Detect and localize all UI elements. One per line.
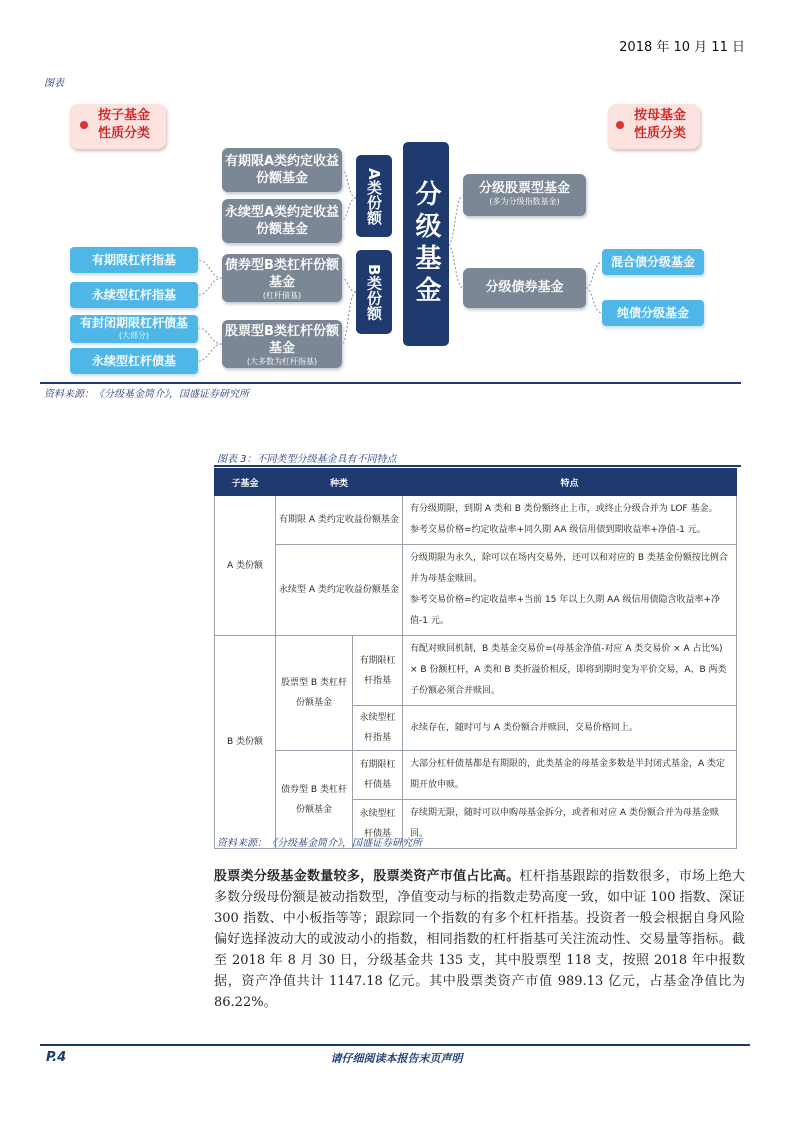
fund-features-table <box>214 468 737 849</box>
footer-rule <box>40 1044 750 1046</box>
a-item-1 <box>222 148 342 192</box>
table-top-rule <box>214 465 741 467</box>
feature-cell: 有配对赎回机制，B 类基金交易价=(母基金净值-对应 A 类交易价 × A 占比%) × B 份额杠杆，A 类和 B 类折溢价相反，即将到期时变为平价交易，A、B 两类子份额必须合并赎回。 <box>403 636 737 706</box>
right-category-label: 按母基金性质分类 <box>633 108 686 141</box>
paragraph-text: 杠杆指基跟踪的指数很多，市场上绝大多数分级母份额是被动指数型，净值变动与标的指数走势高度一致，如中证 100 指数、深证 300 指数、中小板指等等；跟踪同一个指数的有多个杠杆指基。投资者一般会根据自身风险偏好选择波动大的或波动小的指数，相同指数的杠杆指基可关注流动性、交易量等指标。截至 2018 年 8 月 30 日，分级基金共 135 支，其中股票型 118 支，按照 2018 年中报数据，资产净值共计 1147.18 亿元。其中股票类资产市值 989.13 亿元，占基金净值比为 86.22%。 <box>214 869 745 1010</box>
a-item-2-label: 永续型A类约定收益份额基金 <box>224 205 340 237</box>
table-caption: 图表 3：不同类型分级基金具有不同特点 <box>217 454 397 465</box>
right-leaf-2 <box>602 300 704 326</box>
kind-cell: 有期限杠杆债基 <box>353 751 403 800</box>
table-source: 资料来源：《分级基金简介》，国盛证券研究所 <box>217 838 422 849</box>
figure-source: 资料来源：《分级基金简介》，国盛证券研究所 <box>44 389 249 400</box>
b-item-2-label: 股票型B类杠杆份额基金 <box>225 324 339 356</box>
left-leaf-1 <box>70 247 198 273</box>
table-row <box>215 545 737 636</box>
bullet-dot-icon <box>80 121 88 129</box>
group-b-cell: B 类份额 <box>215 636 276 849</box>
feature-cell <box>403 496 737 545</box>
left-leaf-2 <box>70 282 198 308</box>
b-item-1 <box>222 254 342 302</box>
kind-cell: 永续型杠杆债基 <box>353 800 403 849</box>
right-item-2 <box>463 268 586 308</box>
right-leaf-2-label: 纯债分级基金 <box>616 306 689 320</box>
table-header-kind: 种类 <box>276 469 403 496</box>
page-number: P.4 <box>46 1050 67 1065</box>
table-header-subfund: 子基金 <box>215 469 276 496</box>
bullet-dot-icon <box>616 121 624 129</box>
right-item-1-label: 分级股票型基金 <box>478 181 570 196</box>
a-item-2 <box>222 199 342 243</box>
left-leaf-1-label: 有期限杠杆指基 <box>91 253 176 267</box>
kind-cell: 有期限 A 类约定收益份额基金 <box>276 496 403 545</box>
report-date: 2018 年 10 月 11 日 <box>619 40 745 55</box>
feature-line: 分级期限为永久，除可以在场内交易外，还可以和对应的 B 类基金份额按比例合并为母基金赎回。 <box>410 553 728 584</box>
right-item-2-label: 分级债券基金 <box>485 280 564 295</box>
paragraph-lead: 股票类分级基金数量较多，股票类资产市值占比高。 <box>214 869 520 884</box>
feature-line: 参考交易价格=约定收益率+当前 15 年以上久期 AA 级信用债隐含收益率+净值-1 元。 <box>410 595 721 626</box>
b-class-box: B类份额 <box>356 250 392 334</box>
b-sub-cell: 债券型 B 类杠杆份额基金 <box>276 751 353 849</box>
right-leaf-1-label: 混合债分级基金 <box>610 255 695 269</box>
left-leaf-3-note: (大部分) <box>118 331 150 340</box>
left-leaf-3 <box>70 315 198 343</box>
table-header-row <box>215 469 737 496</box>
left-category-label: 按子基金性质分类 <box>97 108 150 141</box>
feature-cell <box>403 545 737 636</box>
right-leaf-1 <box>602 249 704 275</box>
b-item-1-label: 债券型B类杠杆份额基金 <box>225 258 339 290</box>
kind-cell: 永续型杠杆指基 <box>353 706 403 751</box>
body-paragraph <box>214 866 745 1013</box>
table-row <box>215 751 737 800</box>
left-leaf-3-label: 有封闭期限杠杆债基 <box>79 316 188 330</box>
table-row <box>215 636 737 706</box>
left-category-pill <box>70 104 166 149</box>
left-leaf-4 <box>70 348 198 374</box>
right-category-pill <box>608 104 700 149</box>
footer-disclaimer: 请仔细阅读本报告末页声明 <box>330 1052 463 1065</box>
feature-cell: 存续期无限，随时可以申购母基金拆分，或者和对应 A 类份额合并为母基金赎回。 <box>403 800 737 849</box>
b-item-2-note: (大多数为杠杆指基) <box>246 357 318 366</box>
center-box: 分级基金 <box>403 142 449 346</box>
right-item-1 <box>463 174 586 216</box>
feature-line: 有分级期限，到期 A 类和 B 类份额终止上市，或终止分级合并为 LOF 基金。 <box>410 504 718 514</box>
kind-cell: 有期限杠杆指基 <box>353 636 403 706</box>
b-sub-cell: 股票型 B 类杠杆份额基金 <box>276 636 353 751</box>
b-item-1-note: (杠杆债基) <box>262 291 302 300</box>
feature-line: 参考交易价格=约定收益率+同久期 AA 级信用债到期收益率+净值-1 元。 <box>410 525 706 535</box>
left-leaf-2-label: 永续型杠杆指基 <box>91 288 176 302</box>
figure-rule <box>40 382 741 384</box>
a-class-box: A类份额 <box>356 155 392 237</box>
b-item-2 <box>222 320 342 368</box>
left-leaf-4-label: 永续型杠杆债基 <box>91 354 176 368</box>
table-header-feature: 特点 <box>403 469 737 496</box>
a-item-1-label: 有期限A类约定收益份额基金 <box>224 154 340 186</box>
feature-cell: 永续存在，随时可与 A 类份额合并赎回，交易价格同上。 <box>403 706 737 751</box>
figure-label: 图表 <box>44 78 64 89</box>
kind-cell: 永续型 A 类约定收益份额基金 <box>276 545 403 636</box>
group-a-cell: A 类份额 <box>215 496 276 636</box>
table-row <box>215 496 737 545</box>
feature-cell: 大部分杠杆债基都是有期限的，此类基金的母基金多数是半封闭式基金，A 类定期开放申赎。 <box>403 751 737 800</box>
right-item-1-note: (多为分级指数基金) <box>489 197 560 206</box>
